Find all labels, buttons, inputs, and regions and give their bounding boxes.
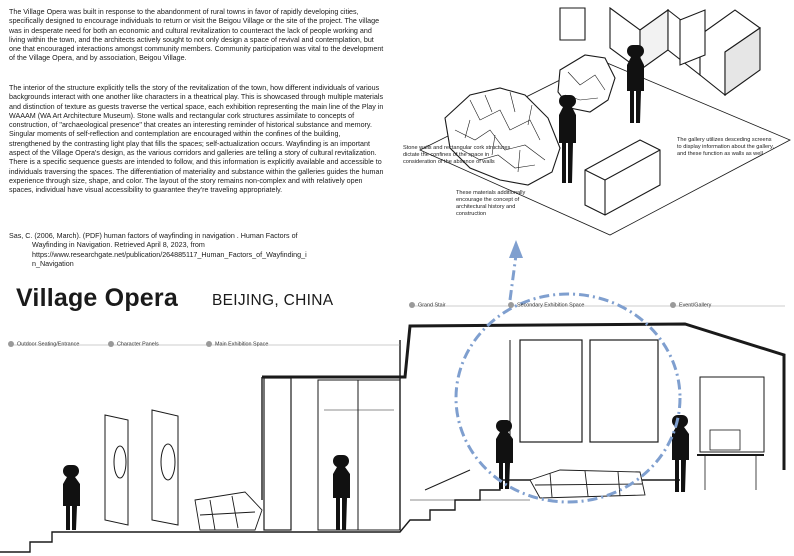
page-location: BEIJING, CHINA — [212, 292, 334, 309]
citation-line-1: Sas, C. (2006, March). (PDF) human factors of wayfinding in navigation . Human Factors of — [9, 232, 298, 240]
intro-paragraph: The Village Opera was built in response to the abandonment of rural towns in favor of rapidly developing cities, specifically designed to encourage individuals to return or visit the Beigou Village or the site of the project. The village was in desperate need for both an economic and cultural revitalization to counteract the lack of people working and living within the town, and the architects actively sought to not only design a space of revival and contemplation, but one that encouraged interactions amongst community members. Community participation was vital to the development of the Village Opera, and by association, Beigou Village. — [9, 8, 384, 63]
marker-dot — [670, 302, 676, 308]
annotation-gallery: The gallery utilizes desceding screens to display information about the gallery, and these function as walls as well — [677, 137, 774, 157]
page-title: Village Opera — [16, 284, 178, 312]
label-grand-stair: Grand Stair — [409, 302, 446, 308]
label-character-panels: Character Panels — [108, 341, 159, 347]
marker-dot — [409, 302, 415, 308]
annotation-stone-walls: Stone walls and rectangular cork structures dictate the confines of the space in consideration of the absence of walls — [403, 145, 511, 165]
citation-line-2: Wayfinding in Navigation. Retrieved April 8, 2023, from — [32, 241, 205, 250]
label-outdoor-seating: Outdoor Seating/Entrance — [8, 341, 79, 347]
label-event-gallery: Event/Gallery — [670, 302, 711, 308]
label-secondary-exhibition: Secondary Exhibition Space — [508, 302, 584, 308]
marker-dot — [508, 302, 514, 308]
wayfinding-arrow-head — [509, 240, 523, 258]
citation-line-4: n_Navigation — [32, 259, 74, 268]
annotation-materials: These materials additionally encourage the concept of architectural history and construction — [456, 190, 526, 217]
interior-paragraph: The interior of the structure explicitly tells the story of the revitalization of the town, how different individuals of various backgrounds interact with one another like characters in a theatrical play. This is showcased through multiple materials and distinction of texture as guests traverse the vertical space, each exhibition representing the main line of the Play in WAAAM (WA Art Architecture Museum). Stone walls and rectangular cork structures assimilate to concepts of construction, of "archaeological presence" that creates an interesting reminder of historical substance and memory. Singular moments of self-reflection and contemplation are encouraged within the confines of the building, strengthened by the contrasting light play that fills the spaces; self-actualization occurs. Wayfinding is an important aspect of the Village Opera's design, as the various corridors and galleries are telling a story of cultural revitalization. There is a specific sequence guests are intended to follow, and this information is explicitly available and accessible to individuals traversing the spaces. The differentiation of materiality and substance within the galleries guides the human experience through size, shape, and color. The layout of the story remains non-complex and with relatively open spaces, individual have visual accessibility to guarantee they're traveling appropriately. — [9, 84, 384, 195]
citation-line-3: https://www.researchgate.net/publication/264885117_Human_Factors_of_Wayfinding_i — [32, 250, 307, 259]
marker-dot — [206, 341, 212, 347]
label-main-exhibition: Main Exhibition Space — [206, 341, 268, 347]
marker-dot — [8, 341, 14, 347]
marker-dot — [108, 341, 114, 347]
